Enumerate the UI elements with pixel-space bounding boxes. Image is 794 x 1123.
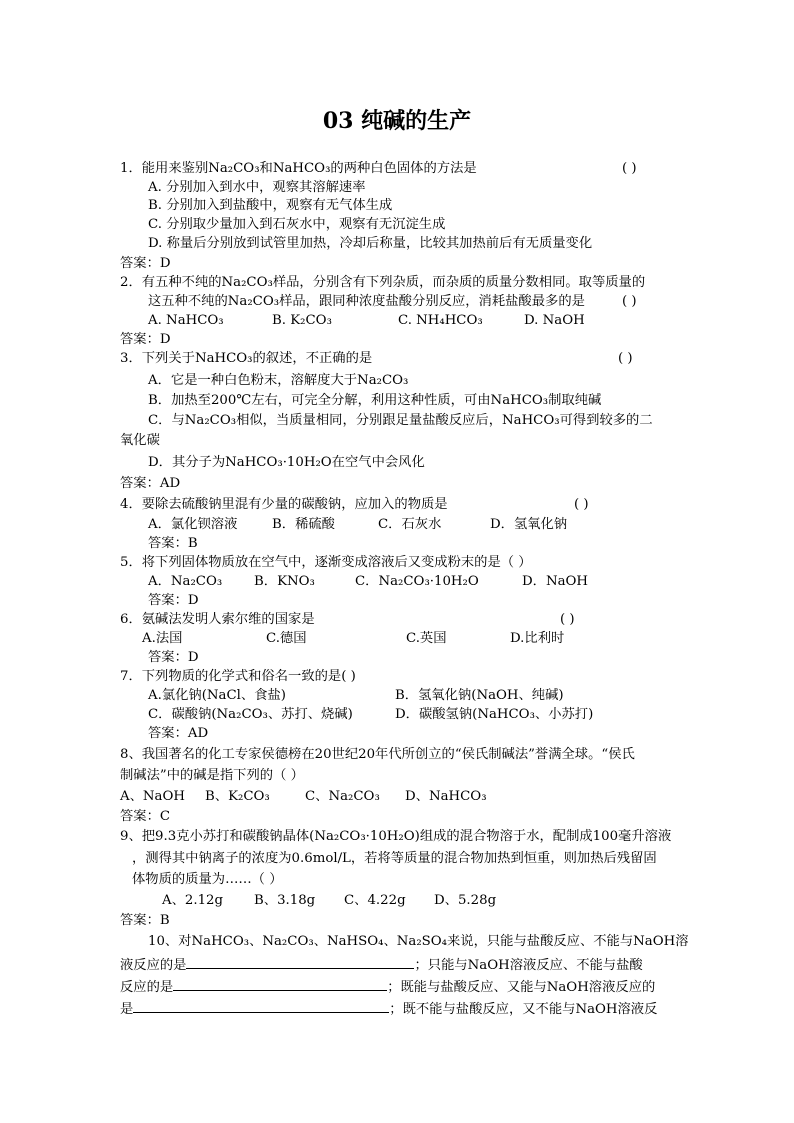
question-5-answer: 答案：D: [148, 593, 199, 608]
question-4-answer: 答案：B: [148, 536, 198, 551]
question-1-option-b: B. 分别加入到盐酸中，观察有无气体生成: [148, 198, 393, 213]
question-5-stem: 5．将下列固体物质放在空气中，逐渐变成溶液后又变成粉末的是（ ）: [120, 555, 532, 570]
question-10-line-4-prefix: 是: [120, 1002, 134, 1017]
question-3-option-c-line-2: 氧化碳: [120, 433, 160, 448]
question-10-line-2: [120, 956, 643, 974]
question-10-line-3-suffix: ；既能与盐酸反应、又能与NaOH溶液反应的: [387, 980, 656, 995]
question-7-option-b: B．氢氧化钠(NaOH、纯碱): [395, 688, 564, 703]
answer-blank-2[interactable]: [173, 978, 387, 991]
question-5-option-d: D．NaOH: [522, 574, 589, 589]
question-10-line-3: [120, 978, 655, 996]
question-9-answer: 答案：B: [120, 913, 170, 928]
question-6-option-d: D.比利时: [510, 631, 565, 646]
question-1-option-d: D. 称量后分别放到试管里加热，冷却后称量，比较其加热前后有无质量变化: [148, 236, 593, 251]
question-1-option-a: A. 分别加入到水中，观察其溶解速率: [148, 180, 366, 195]
answer-blank-3[interactable]: [133, 1000, 389, 1013]
question-10-line-1: 10、对NaHCO₃、Na₂CO₃、NaHSO₄、Na₂SO₄来说，只能与盐酸反应、不能与NaOH溶: [148, 934, 689, 949]
question-4-option-a: A．氯化钡溶液: [148, 517, 238, 532]
question-6-answer-paren: ( ): [560, 612, 575, 627]
question-7-answer: 答案：AD: [148, 726, 209, 741]
question-5-option-b: B．KNO₃: [254, 574, 315, 589]
question-4-option-b: B．稀硫酸: [272, 517, 335, 532]
answer-blank-1[interactable]: [186, 956, 414, 969]
question-8-option-a: A、NaOH: [120, 789, 185, 804]
question-4-answer-paren: ( ): [574, 497, 589, 512]
question-9-stem-line-2: ，测得其中钠离子的浓度为0.6mol/L，若将等质量的混合物加热到恒重，则加热后残留固: [132, 851, 657, 866]
question-7-option-a: A.氯化钠(NaCl、食盐): [148, 688, 286, 703]
question-7-option-d: D．碳酸氢钠(NaHCO₃、小苏打): [395, 707, 594, 722]
question-1-answer-paren: ( ): [622, 161, 637, 176]
question-6-option-a: A.法国: [142, 631, 183, 646]
question-2-stem-line-1: 2．有五种不纯的Na₂CO₃样品，分别含有下列杂质，而杂质的质量分数相同。取等质量的: [120, 275, 646, 290]
question-5-option-c: C．Na₂CO₃·10H₂O: [355, 574, 479, 589]
question-2-option-b: B. K₂CO₃: [272, 313, 332, 328]
question-2-answer-paren: ( ): [622, 294, 637, 309]
question-7-option-c: C．碳酸钠(Na₂CO₃、苏打、烧碱): [148, 707, 353, 722]
question-3-option-b: B．加热至200℃左右，可完全分解，利用这种性质，可由NaHCO₃制取纯碱: [148, 393, 602, 408]
question-9-option-a: A、2.12g: [162, 893, 224, 908]
question-8-answer: 答案：C: [120, 809, 171, 824]
question-6-stem: 6．氨碱法发明人索尔维的国家是: [120, 612, 315, 627]
question-3-option-a: A．它是一种白色粉末，溶解度大于Na₂CO₃: [148, 373, 409, 388]
question-2-stem-line-2: 这五种不纯的Na₂CO₃样品，跟同种浓度盐酸分别反应，消耗盐酸最多的是: [148, 294, 585, 309]
question-4-stem: 4．要除去硫酸钠里混有少量的碳酸钠，应加入的物质是: [120, 497, 448, 512]
question-10-line-2-prefix: 液反应的是: [120, 958, 187, 973]
question-10-line-4-suffix: ；既不能与盐酸反应，又不能与NaOH溶液反: [389, 1002, 658, 1017]
question-8-option-b: B、K₂CO₃: [205, 789, 270, 804]
question-3-stem: 3．下列关于NaHCO₃的叙述，不正确的是: [120, 351, 373, 366]
question-1-stem: 1．能用来鉴别Na₂CO₃和NaHCO₃的两种白色固体的方法是: [120, 161, 477, 176]
question-3-answer: 答案：AD: [120, 476, 181, 491]
question-9-option-d: D、5.28g: [434, 893, 497, 908]
question-8-stem-line-2: 制碱法”中的碱是指下列的（ ）: [120, 768, 304, 783]
question-1-option-c: C. 分别取少量加入到石灰水中，观察有无沉淀生成: [148, 217, 446, 232]
question-7-stem: 7．下列物质的化学式和俗名一致的是( ): [120, 669, 356, 684]
question-8-option-c: C、Na₂CO₃: [305, 789, 380, 804]
question-2-answer: 答案：D: [120, 332, 171, 347]
question-8-stem-line-1: 8、我国著名的化工专家侯德榜在20世纪20年代所创立的“侯氏制碱法”誉满全球。“侯氏: [120, 747, 635, 762]
question-2-option-c: C. NH₄HCO₃: [398, 313, 483, 328]
question-6-answer: 答案：D: [148, 650, 199, 665]
question-10-line-2-suffix: ；只能与NaOH溶液反应、不能与盐酸: [414, 958, 643, 973]
question-6-option-b: C.德国: [266, 631, 307, 646]
question-4-option-d: D．氢氧化钠: [490, 517, 568, 532]
question-2-option-d: D. NaOH: [524, 313, 585, 328]
question-2-option-a: A. NaHCO₃: [148, 313, 224, 328]
question-10-line-4: [120, 1000, 657, 1018]
question-5-option-a: A．Na₂CO₃: [148, 574, 223, 589]
question-4-option-c: C．石灰水: [378, 517, 442, 532]
question-10-line-3-prefix: 反应的是: [120, 980, 174, 995]
question-8-option-d: D、NaHCO₃: [405, 789, 487, 804]
question-9-option-b: B、3.18g: [254, 893, 316, 908]
question-1-answer: 答案：D: [120, 256, 171, 271]
question-9-stem-line-3: 体物质的质量为……（ ）: [132, 872, 283, 887]
question-9-stem-line-1: 9、把9.3克小苏打和碳酸钠晶体(Na₂CO₃·10H₂O)组成的混合物溶于水，配制成100毫升溶液: [120, 829, 672, 844]
question-3-option-c-line-1: C．与Na₂CO₃相似，当质量相同，分别跟足量盐酸反应后，NaHCO₃可得到较多的二: [148, 413, 653, 428]
question-9-option-c: C、4.22g: [344, 893, 406, 908]
page-title: 03 纯碱的生产: [322, 108, 472, 134]
question-3-answer-paren: ( ): [618, 351, 633, 366]
question-6-option-c: C.英国: [406, 631, 447, 646]
question-3-option-d: D．其分子为NaHCO₃·10H₂O在空气中会风化: [148, 455, 425, 470]
